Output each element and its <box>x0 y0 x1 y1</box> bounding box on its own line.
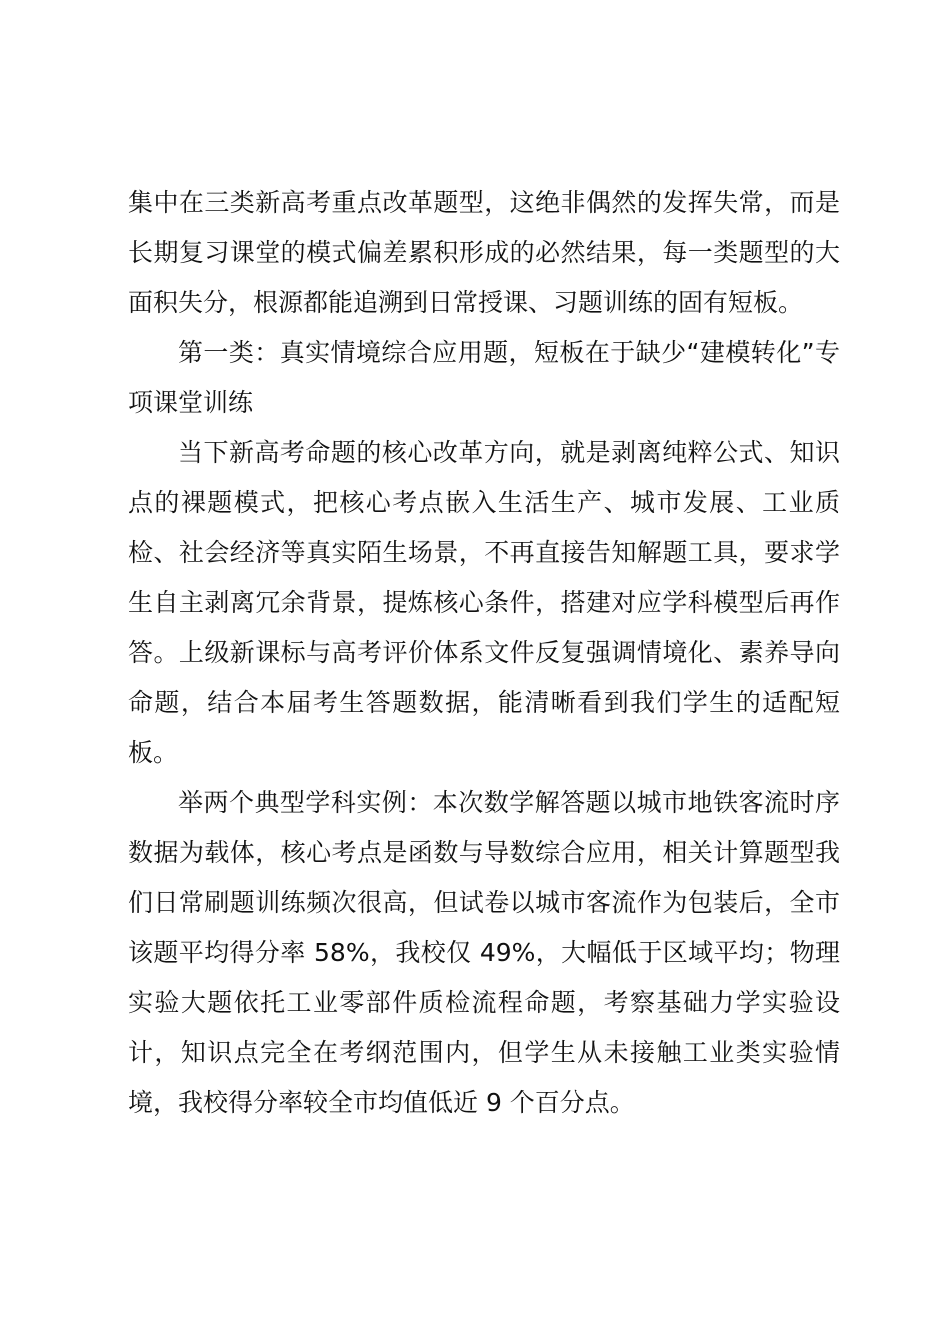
document-body <box>128 178 840 1128</box>
paragraph-reform-direction: 当下新高考命题的核心改革方向，就是剥离纯粹公式、知识点的裸题模式，把核心考点嵌入生活生产、城市发展、工业质检、社会经济等真实陌生场景，不再直接告知解题工具，要求学生自主剥离冗余背景，提炼核心条件，搭建对应学科模型后再作答。上级新课标与高考评价体系文件反复强调情境化、素养导向命题，结合本届考生答题数据，能清晰看到我们学生的适配短板。 <box>128 438 840 767</box>
section-heading-category-one: 第一类：真实情境综合应用题，短板在于缺少“建模转化”专项课堂训练 <box>128 338 840 417</box>
paragraph-continuation: 集中在三类新高考重点改革题型，这绝非偶然的发挥失常，而是长期复习课堂的模式偏差累积形成的必然结果，每一类题型的大面积失分，根源都能追溯到日常授课、习题训练的固有短板。 <box>128 188 840 317</box>
paragraph-examples: 举两个典型学科实例：本次数学解答题以城市地铁客流时序数据为载体，核心考点是函数与导数综合应用，相关计算题型我们日常刷题训练频次很高，但试卷以城市客流作为包装后，全市该题平均得分率 58%，我校仅 49%，大幅低于区域平均；物理实验大题依托工业零部件质检流程命题，考察基础力学实验设计，知识点完全在考纲范围内，但学生从未接触工业类实验情境，我校得分率较全市均值低近 9 个百分点。 <box>128 788 840 1117</box>
